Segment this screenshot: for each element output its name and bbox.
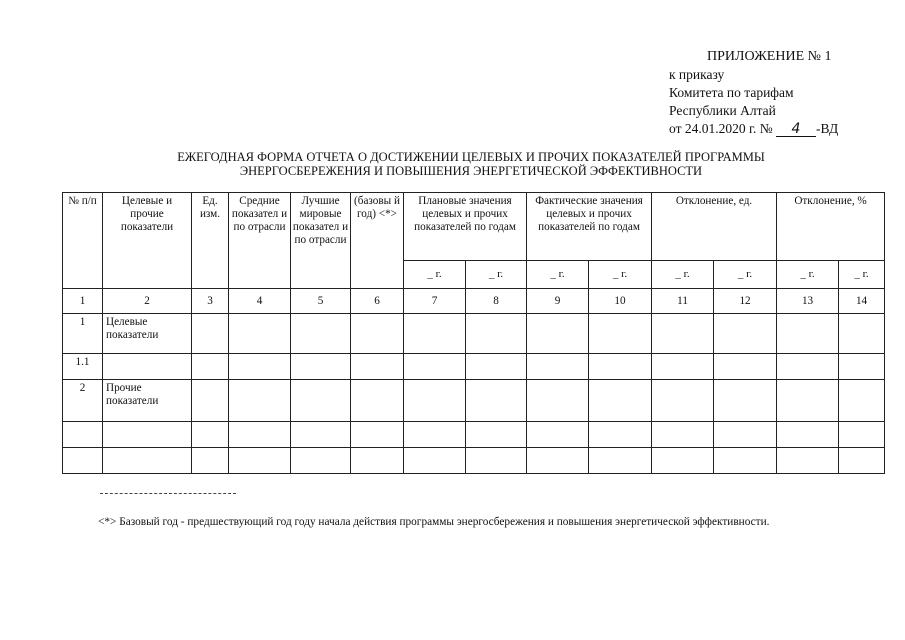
appendix-line-republic: Республики Алтай	[669, 103, 776, 118]
table-cell	[652, 354, 714, 380]
table-cell	[714, 314, 777, 354]
table-cell	[652, 380, 714, 422]
appendix-title: ПРИЛОЖЕНИЕ № 1	[707, 49, 832, 64]
table-cell	[192, 380, 229, 422]
table-cell	[589, 422, 652, 448]
table-cell	[351, 354, 404, 380]
table-row	[63, 314, 885, 354]
footnote-text: <*> Базовый год - предшествующий год году начала действия программы энергосбережения и повышения энергетической эффективности.	[98, 516, 770, 528]
column-number: 10	[589, 289, 652, 314]
year-cell: _ г.	[527, 261, 589, 289]
column-number: 2	[103, 289, 192, 314]
table-cell	[714, 380, 777, 422]
row-number: 2	[63, 380, 103, 422]
table-cell	[714, 422, 777, 448]
table-cell	[589, 448, 652, 474]
table-cell	[351, 380, 404, 422]
report-title-line-2: ЭНЕРГОСБЕРЕЖЕНИЯ И ПОВЫШЕНИЯ ЭНЕРГЕТИЧЕСКОЙ ЭФФЕКТИВНОСТИ	[239, 164, 703, 178]
column-number-row	[63, 289, 885, 314]
table-cell	[466, 380, 527, 422]
table-cell	[652, 314, 714, 354]
year-cell: _ г.	[839, 261, 885, 289]
table-cell	[229, 448, 291, 474]
header-row	[63, 193, 885, 261]
table-cell	[527, 314, 589, 354]
table-cell	[652, 422, 714, 448]
table-row	[63, 422, 885, 448]
column-number: 4	[229, 289, 291, 314]
column-number: 6	[351, 289, 404, 314]
table-row	[63, 380, 885, 422]
year-cell: _ г.	[714, 261, 777, 289]
header-base-year: (базовы й год) <*>	[351, 193, 404, 289]
table-cell	[527, 422, 589, 448]
table-cell	[777, 380, 839, 422]
appendix-line-committee: Комитета по тарифам	[669, 85, 794, 100]
table-cell	[466, 354, 527, 380]
row-label	[103, 422, 192, 448]
table-cell	[404, 448, 466, 474]
header-unit: Ед. изм.	[192, 193, 229, 289]
row-label	[103, 448, 192, 474]
header-deviation-units: Отклонение, ед.	[652, 193, 777, 261]
column-number: 9	[527, 289, 589, 314]
table-cell	[291, 380, 351, 422]
table-cell	[291, 314, 351, 354]
header-industry-average: Средние показател и по отрасли	[229, 193, 291, 289]
year-cell: _ г.	[466, 261, 527, 289]
table-cell	[839, 448, 885, 474]
table-cell	[404, 380, 466, 422]
appendix-block	[669, 48, 889, 138]
header-world-best: Лучшие мировые показател и по отрасли	[291, 193, 351, 289]
row-label: Прочие показатели	[103, 380, 192, 422]
header-actual-values: Фактические значения целевых и прочих показателей по годам	[527, 193, 652, 261]
table-cell	[714, 354, 777, 380]
order-number-handwritten: 4	[776, 122, 816, 137]
column-number: 12	[714, 289, 777, 314]
column-number: 1	[63, 289, 103, 314]
year-cell: _ г.	[589, 261, 652, 289]
table-cell	[229, 380, 291, 422]
table-cell	[839, 314, 885, 354]
table-cell	[777, 354, 839, 380]
report-table	[62, 192, 885, 474]
row-label	[103, 354, 192, 380]
table-cell	[192, 422, 229, 448]
column-number: 7	[404, 289, 466, 314]
table-cell	[589, 314, 652, 354]
table-cell	[777, 448, 839, 474]
table-cell	[351, 448, 404, 474]
table-cell	[404, 314, 466, 354]
table-cell	[351, 314, 404, 354]
table-cell	[839, 380, 885, 422]
table-cell	[291, 448, 351, 474]
table-cell	[777, 422, 839, 448]
appendix-line-date	[669, 120, 889, 138]
table-cell	[291, 422, 351, 448]
row-number: 1.1	[63, 354, 103, 380]
column-number: 5	[291, 289, 351, 314]
header-num: № п/п	[63, 193, 103, 289]
report-title	[60, 150, 882, 178]
header-deviation-percent: Отклонение, %	[777, 193, 885, 261]
table-row	[63, 354, 885, 380]
table-cell	[466, 448, 527, 474]
table-cell	[192, 314, 229, 354]
table-cell	[839, 422, 885, 448]
table-cell	[839, 354, 885, 380]
table-row	[63, 448, 885, 474]
table-cell	[652, 448, 714, 474]
table-cell	[589, 380, 652, 422]
row-number: 1	[63, 314, 103, 354]
table-cell	[229, 354, 291, 380]
table-cell	[192, 448, 229, 474]
year-cell: _ г.	[777, 261, 839, 289]
table-cell	[229, 314, 291, 354]
table-cell	[404, 422, 466, 448]
table-cell	[527, 448, 589, 474]
table-cell	[589, 354, 652, 380]
table-cell	[527, 380, 589, 422]
column-number: 3	[192, 289, 229, 314]
table-cell	[714, 448, 777, 474]
appendix-line-order: к приказу	[669, 67, 725, 82]
table-cell	[404, 354, 466, 380]
footnote-separator	[100, 493, 236, 494]
table-cell	[192, 354, 229, 380]
table-cell	[466, 422, 527, 448]
table-cell	[229, 422, 291, 448]
header-indicators: Целевые и прочие показатели	[103, 193, 192, 289]
table-cell	[466, 314, 527, 354]
row-label: Целевые показатели	[103, 314, 192, 354]
table-cell	[351, 422, 404, 448]
column-number: 8	[466, 289, 527, 314]
column-number: 13	[777, 289, 839, 314]
report-title-line-1: ЕЖЕГОДНАЯ ФОРМА ОТЧЕТА О ДОСТИЖЕНИИ ЦЕЛЕВЫХ И ПРОЧИХ ПОКАЗАТЕЛЕЙ ПРОГРАММЫ	[177, 150, 765, 164]
row-number	[63, 422, 103, 448]
table-cell	[777, 314, 839, 354]
year-cell: _ г.	[652, 261, 714, 289]
table-cell	[527, 354, 589, 380]
table-cell	[291, 354, 351, 380]
year-cell: _ г.	[404, 261, 466, 289]
row-number	[63, 448, 103, 474]
header-planned-values: Плановые значения целевых и прочих показателей по годам	[404, 193, 527, 261]
order-suffix: -ВД	[816, 121, 839, 136]
column-number: 11	[652, 289, 714, 314]
column-number: 14	[839, 289, 885, 314]
order-date: от 24.01.2020 г. №	[669, 121, 773, 136]
